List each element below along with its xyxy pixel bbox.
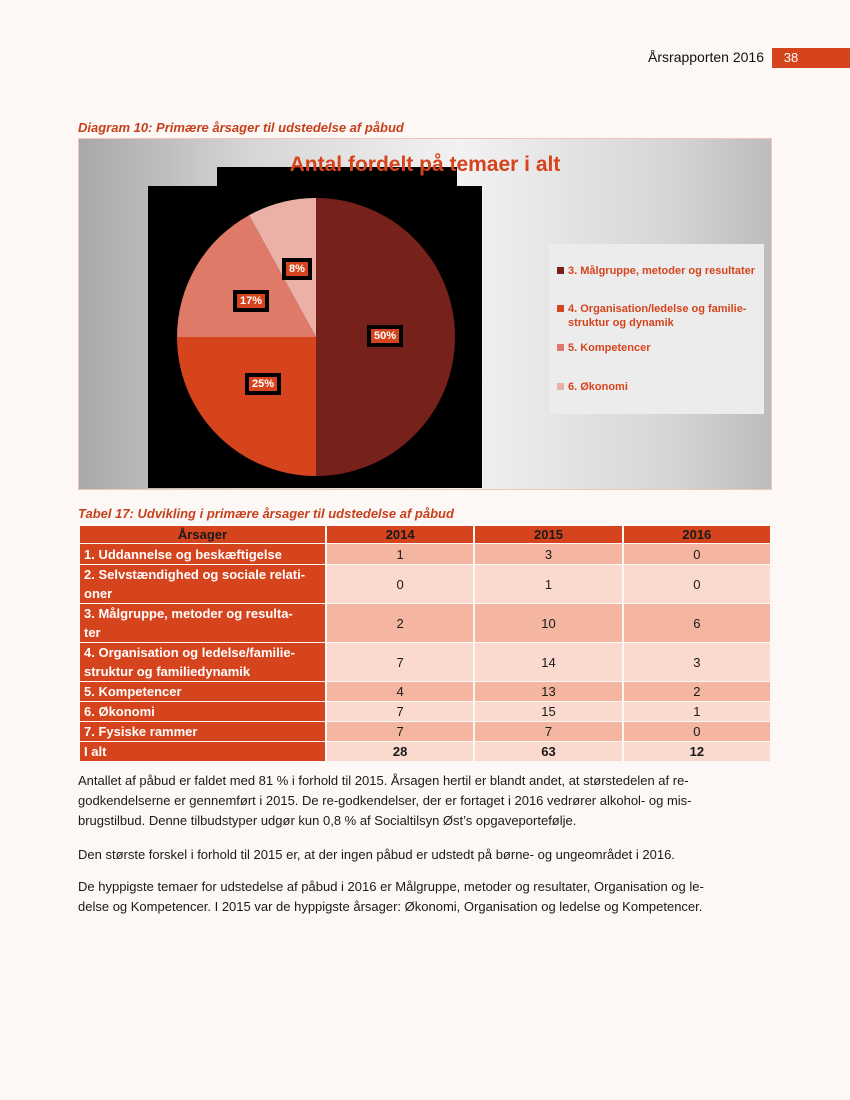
table-row	[80, 643, 770, 681]
table-row	[80, 722, 770, 741]
cell-2016: 6	[624, 604, 770, 642]
cell-2014: 7	[327, 643, 473, 681]
cell-2015: 7	[475, 722, 621, 741]
row-label-line: struktur og familiedynamik	[84, 664, 251, 679]
legend-swatch	[557, 305, 564, 312]
cell-2015: 1	[475, 565, 621, 603]
row-label	[80, 643, 325, 681]
table-header-row	[80, 526, 770, 543]
cell-2016: 1	[624, 702, 770, 721]
cell-2015: 63	[475, 742, 621, 761]
row-label-line: ter	[84, 625, 101, 640]
paragraph-line: delse og Kompetencer. I 2015 var de hyppigste årsager: Økonomi, Organisation og ledelse og Kompetencer.	[78, 899, 703, 914]
legend-swatch	[557, 383, 564, 390]
header-2014: 2014	[327, 526, 473, 543]
row-label-line: 2. Selvstændighed og sociale relati-	[84, 567, 306, 582]
cell-2016: 0	[624, 544, 770, 564]
legend-label: 3. Målgruppe, metoder og resultater	[568, 265, 756, 277]
pie-slice	[177, 337, 316, 476]
row-label-line: I alt	[84, 744, 107, 759]
cell-2016: 2	[624, 682, 770, 701]
chart-title: Antal fordelt på temaer i alt	[289, 153, 561, 176]
cell-2014: 7	[327, 702, 473, 721]
pie-chart-frame	[78, 138, 772, 490]
paragraph-line: brugstilbud. Denne tilbudstyper udgør kun 0,8 % af Socialtilsyn Øst’s opgaveportefølje.	[78, 813, 577, 828]
header-cause: Årsager	[80, 526, 325, 543]
cell-2016: 3	[624, 643, 770, 681]
header-title: Årsrapporten 2016	[648, 49, 764, 65]
table-row	[80, 742, 770, 761]
legend-label: struktur og dynamik	[568, 317, 674, 329]
cell-2016: 12	[624, 742, 770, 761]
paragraph-line: De hyppigste temaer for udstedelse af påbud i 2016 er Målgruppe, metoder og resultater, Organisation og le-	[78, 879, 704, 894]
row-label-line: 4. Organisation og ledelse/familie-	[84, 645, 295, 660]
paragraph-line: Den største forskel i forhold til 2015 er, at der ingen påbud er udstedt på børne- og ungeområdet i 2016.	[78, 847, 675, 862]
cell-2016: 0	[624, 565, 770, 603]
paragraph	[78, 845, 772, 865]
row-label-line: 1. Uddannelse og beskæftigelse	[84, 546, 282, 562]
row-label-line: oner	[84, 586, 113, 601]
legend-label: 4. Organisation/ledelse og familie-	[568, 303, 747, 315]
header-2016: 2016	[624, 526, 770, 543]
table-row	[80, 702, 770, 721]
diagram-caption: Diagram 10: Primære årsager til udstedelse af påbud	[78, 120, 404, 135]
row-label-line: 7. Fysiske rammer	[84, 724, 198, 739]
chart-legend	[549, 244, 764, 414]
pie-data-label: 17%	[237, 294, 265, 308]
cell-2014: 28	[327, 742, 473, 761]
table-row	[80, 682, 770, 701]
legend-swatch	[557, 344, 564, 351]
table-row	[80, 544, 770, 564]
table-row	[80, 604, 770, 642]
cell-2015: 10	[475, 604, 621, 642]
page-number: 38	[772, 48, 810, 68]
cell-2015: 14	[475, 643, 621, 681]
cell-2016: 0	[624, 722, 770, 741]
legend-label: 6. Økonomi	[568, 381, 628, 393]
paragraph-line: godkendelserne er gennemført i 2015. De re-godkendelser, der er fortaget i 2016 vedrører alkohol- og mis-	[78, 793, 692, 808]
table-row	[80, 565, 770, 603]
cell-2014: 1	[327, 544, 473, 564]
header-accent-bar	[810, 48, 850, 68]
row-label	[80, 604, 325, 642]
cell-2014: 0	[327, 565, 473, 603]
pie-data-label: 25%	[249, 377, 277, 391]
legend-item	[557, 264, 772, 278]
legend-item	[557, 341, 772, 355]
row-label	[80, 682, 325, 701]
cell-2015: 15	[475, 702, 621, 721]
paragraph	[78, 877, 772, 917]
legend-item	[557, 380, 772, 394]
row-label-line: 5. Kompetencer	[84, 684, 182, 699]
cell-2014: 2	[327, 604, 473, 642]
cell-2014: 4	[327, 682, 473, 701]
row-label	[80, 742, 325, 761]
legend-item	[557, 302, 772, 330]
pie-data-label: 8%	[286, 262, 308, 276]
cell-2014: 7	[327, 722, 473, 741]
paragraph-line: Antallet af påbud er faldet med 81 % i forhold til 2015. Årsagen hertil er blandt andet, at størstedelen af re-	[78, 773, 689, 788]
cause-table	[78, 525, 772, 762]
row-label	[80, 722, 325, 741]
paragraph	[78, 771, 772, 831]
legend-swatch	[557, 267, 564, 274]
row-label-line: 3. Målgruppe, metoder og resulta-	[84, 606, 293, 621]
table-caption: Tabel 17: Udvikling i primære årsager til udstedelse af påbud	[78, 506, 454, 521]
row-label-line: 6. Økonomi	[84, 704, 155, 719]
pie-data-label: 50%	[371, 329, 399, 343]
header-2015: 2015	[475, 526, 621, 543]
cell-2015: 13	[475, 682, 621, 701]
row-label	[80, 702, 325, 721]
row-label	[80, 544, 325, 564]
legend-label: 5. Kompetencer	[568, 342, 651, 354]
cell-2015: 3	[475, 544, 621, 564]
row-label	[80, 565, 325, 603]
